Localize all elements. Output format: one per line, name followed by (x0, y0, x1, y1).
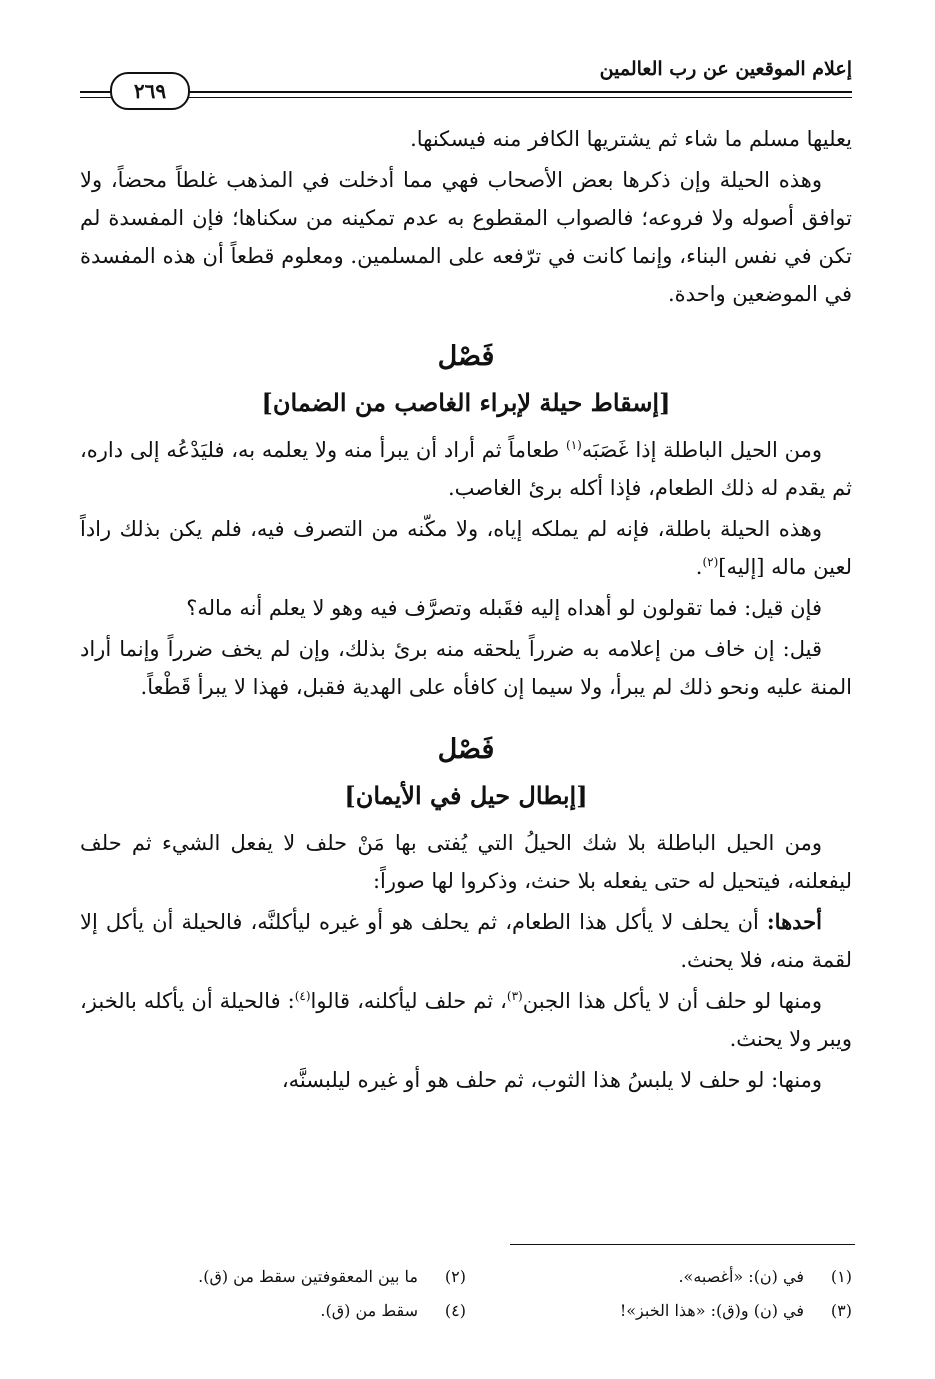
paragraph (80, 510, 852, 586)
footnote-number: (١) (830, 1267, 852, 1286)
running-title: إعلام الموقعين عن رب العالمين (599, 58, 852, 80)
footnote-ref: (٣) (506, 989, 523, 1003)
text-run: ، ثم حلف ليأكلنه، قالوا (310, 989, 507, 1013)
section-heading: فَصْل (437, 341, 495, 372)
footnote-number: (٤) (444, 1301, 466, 1320)
footnote-number: (٣) (830, 1301, 852, 1320)
paragraph (80, 431, 852, 507)
footnote (466, 1260, 852, 1294)
footnote (466, 1294, 852, 1328)
footnote-text: ما بين المعقوفتين سقط من (ق). (198, 1267, 418, 1286)
text-run: : فالحيلة أن يأكله بالخبز، ويبر ولا يحنث. (80, 989, 852, 1051)
footnote-ref: (٢) (702, 555, 719, 569)
footnote-text: في (ن): «أغصبه». (678, 1267, 804, 1286)
footnotes (80, 1260, 852, 1328)
footnote-number: (٢) (444, 1267, 466, 1286)
paragraph: ومن الحيل الباطلة بلا شك الحيلُ التي يُفتى بها مَنْ حلف لا يفعل الشيء ثم حلف ليفعلنه، فيتحيل له حتى يفعله بلا حنث، وذكروا لها صوراً: (80, 831, 852, 893)
paragraph: وهذه الحيلة وإن ذكرها بعض الأصحاب فهي مما أدخلت في المذهب غلطاً محضاً، ولا توافق أصوله ولا فروعه؛ فالصواب المقطوع به عدم تمكينه من سكناها؛ فإن المفسدة لم تكن في نفس البناء، وإنما كانت في ترّفعه على المسلمين. ومعلوم قطعاً أن هذه المفسدة في الموضعين واحدة. (80, 168, 852, 306)
footnote (80, 1260, 466, 1294)
paragraph-lead: أحدها: (766, 909, 822, 934)
header-rule-thin (80, 97, 852, 98)
text-run: وهذه الحيلة باطلة، فإنه لم يملكه إياه، ولا مكّنه من التصرف فيه، فلم يكن بذلك راداً لعين ماله [إليه] (80, 517, 852, 579)
section-heading: فَصْل (437, 734, 495, 765)
text-run: . (695, 555, 703, 579)
footnote-ref: (٤) (294, 989, 311, 1003)
text-run: ومن الحيل الباطلة إذا غَصَبَه (581, 438, 822, 462)
section-title: [إسقاط حيلة لإبراء الغاصب من الضمان] (261, 388, 671, 417)
page-header (80, 46, 852, 106)
main-text (80, 120, 852, 1102)
footnote-row (80, 1294, 852, 1328)
footnote-text: في (ن) و(ق): «هذا الخبز»! (619, 1301, 804, 1320)
paragraph (80, 982, 852, 1058)
paragraph: ومنها: لو حلف لا يلبسُ هذا الثوب، ثم حلف هو أو غيره ليلبسنَّه، (281, 1068, 822, 1092)
footnote (80, 1294, 466, 1328)
footnote-row (80, 1260, 852, 1294)
text-run: طعاماً ثم أراد أن يبرأ منه ولا يعلمه به، فليَدْعُه إلى داره، ثم يقدم له ذلك الطعام، فإذا أكله برئ الغاصب. (80, 438, 852, 500)
paragraph (80, 903, 852, 979)
footnote-text: سقط من (ق). (320, 1301, 418, 1320)
section-title: [إبطال حيل في الأيمان] (344, 781, 588, 810)
paragraph: قيل: إن خاف من إعلامه به ضرراً يلحقه منه برئ بذلك، وإن لم يخف ضرراً وإنما أراد المنة عليه ونحو ذلك لم يبرأ، ولا سيما إن كافأه على الهدية فقبل، فهذا لا يبرأ قَطْعاً. (80, 637, 852, 699)
page-number: ٢٦٩ (110, 72, 190, 110)
text-run: ومنها لو حلف أن لا يأكل هذا الجبن (522, 989, 823, 1013)
header-rule (80, 91, 852, 93)
footnote-separator (510, 1244, 855, 1245)
footnote-ref: (١) (566, 438, 582, 452)
text-run: أن يحلف لا يأكل هذا الطعام، ثم يحلف هو أو غيره ليأكلنَّه، فالحيلة أن يأكل إلا لقمة منه، فلا يحنث. (80, 910, 852, 972)
paragraph: فإن قيل: فما تقولون لو أهداه إليه فقَبله وتصرَّف فيه وهو لا يعلم أنه ماله؟ (186, 596, 822, 620)
paragraph: يعليها مسلم ما شاء ثم يشتريها الكافر منه فيسكنها. (410, 127, 852, 151)
